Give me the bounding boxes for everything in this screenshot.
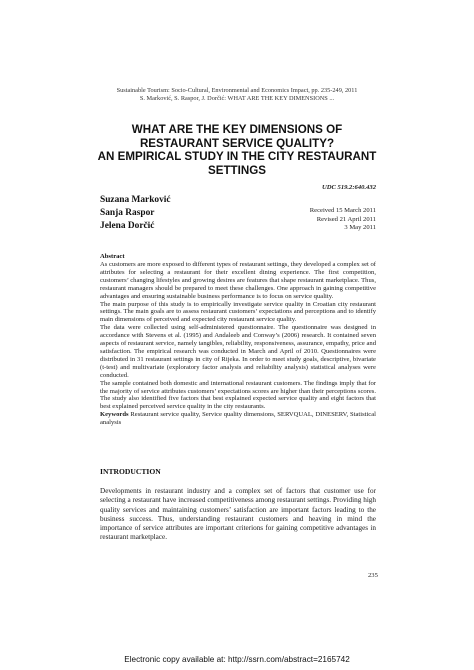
running-header xyxy=(60,87,414,104)
abstract-paragraph: The data were collected using self-administered questionnaire. The questionnaire was designed in accordance with Stevens et al. (1995) and Andaleeb and Conway’s (2006) research. It contained seven aspects of restaurant service, namely tangibles, reliability, responsiveness, assurance, empathy, price and satisfaction. The empirical research was conducted in March and April of 2010. Questionnaires were distributed in 31 restaurant settings in city of Rijeka. In order to meet study goals, descriptive, bivariate (t-test) and multivariate (exploratory factor analysis and reliability analysis) statistical analyses were conducted. xyxy=(100,324,376,379)
abstract-heading: Abstract xyxy=(100,253,125,260)
keywords xyxy=(100,411,376,427)
author-list xyxy=(100,194,171,233)
date-accepted: 3 May 2011 xyxy=(344,224,376,232)
introduction-text: Developments in restaurant industry and a complex set of factors that customer use for selecting a restaurant have increased competitiveness among restaurant settings. Providing high quality services and maintaining customers’ satisfaction are important factors leading to the business success. Thus, understanding restaurant customers and heaving in mind the importance of service attributes are important criterions for gaining competitive advantages in restaurant marketplace. xyxy=(100,487,376,542)
keywords-label: Keywords xyxy=(100,411,129,419)
submission-dates xyxy=(310,207,376,233)
author-name: Suzana Marković xyxy=(100,195,171,205)
keywords-text: Restaurant service quality, Service quality dimensions, SERVQUAL, DINESERV, Statistical analysis xyxy=(100,411,376,427)
title-line: RESTAURANT SERVICE QUALITY? xyxy=(139,136,335,150)
paper-title xyxy=(60,123,414,177)
abstract-paragraph: The main purpose of this study is to empirically investigate service quality in Croatian city restaurant settings. The main goals are to assess restaurant customers’ expectations and perceptions and to identify main dimensions of perceived and expected city restaurant service quality. xyxy=(100,300,376,324)
title-line: SETTINGS xyxy=(208,163,266,177)
title-line: WHAT ARE THE KEY DIMENSIONS OF xyxy=(131,123,343,136)
abstract-body xyxy=(100,261,376,427)
date-received: Received 15 March 2011 xyxy=(309,207,376,214)
author-name: Sanja Raspor xyxy=(100,208,155,218)
abstract-paragraph: As customers are more exposed to different types of restaurant settings, they developed a complex set of attributes for selecting a restaurant for their excellent dining experience. The first competition, customers’ changing lifestyles and growing desires are features that shape restaurant marketplace. Thus, restaurant managers should be prepared to meet these challenges. One approach in gaining competitive advantages and ensuring sustainable business performance is to focus on service quality. xyxy=(100,261,376,300)
author-name: Jelena Dorčić xyxy=(100,221,155,231)
introduction-heading: INTRODUCTION xyxy=(100,467,161,476)
ssrn-footer-link[interactable]: Electronic copy available at: http://ssrn.com/abstract=2165742 xyxy=(124,655,350,664)
page-number: 235 xyxy=(368,572,378,579)
udc-code: UDC 519.2:640.432 xyxy=(321,184,376,191)
title-line: AN EMPIRICAL STUDY IN THE CITY RESTAURANT xyxy=(97,150,377,164)
abstract-paragraph: The sample contained both domestic and international restaurant customers. The findings imply that for the majority of service attributes customers’ expectations scores are higher than their perceptions scores. The study also identified five factors that best explained expected service quality and eight factors that best explained perceived service quality in the city restaurants. xyxy=(100,379,376,411)
journal-citation: Sustainable Tourism: Socio-Cultural, Environmental and Economics Impact, pp. 235-249, 2011 xyxy=(116,87,358,94)
short-authors-title: S. Marković, S. Raspor, J. Dorčić: WHAT ARE THE KEY DIMENSIONS ... xyxy=(139,95,335,103)
date-revised: Revised 21 April 2011 xyxy=(316,215,376,223)
